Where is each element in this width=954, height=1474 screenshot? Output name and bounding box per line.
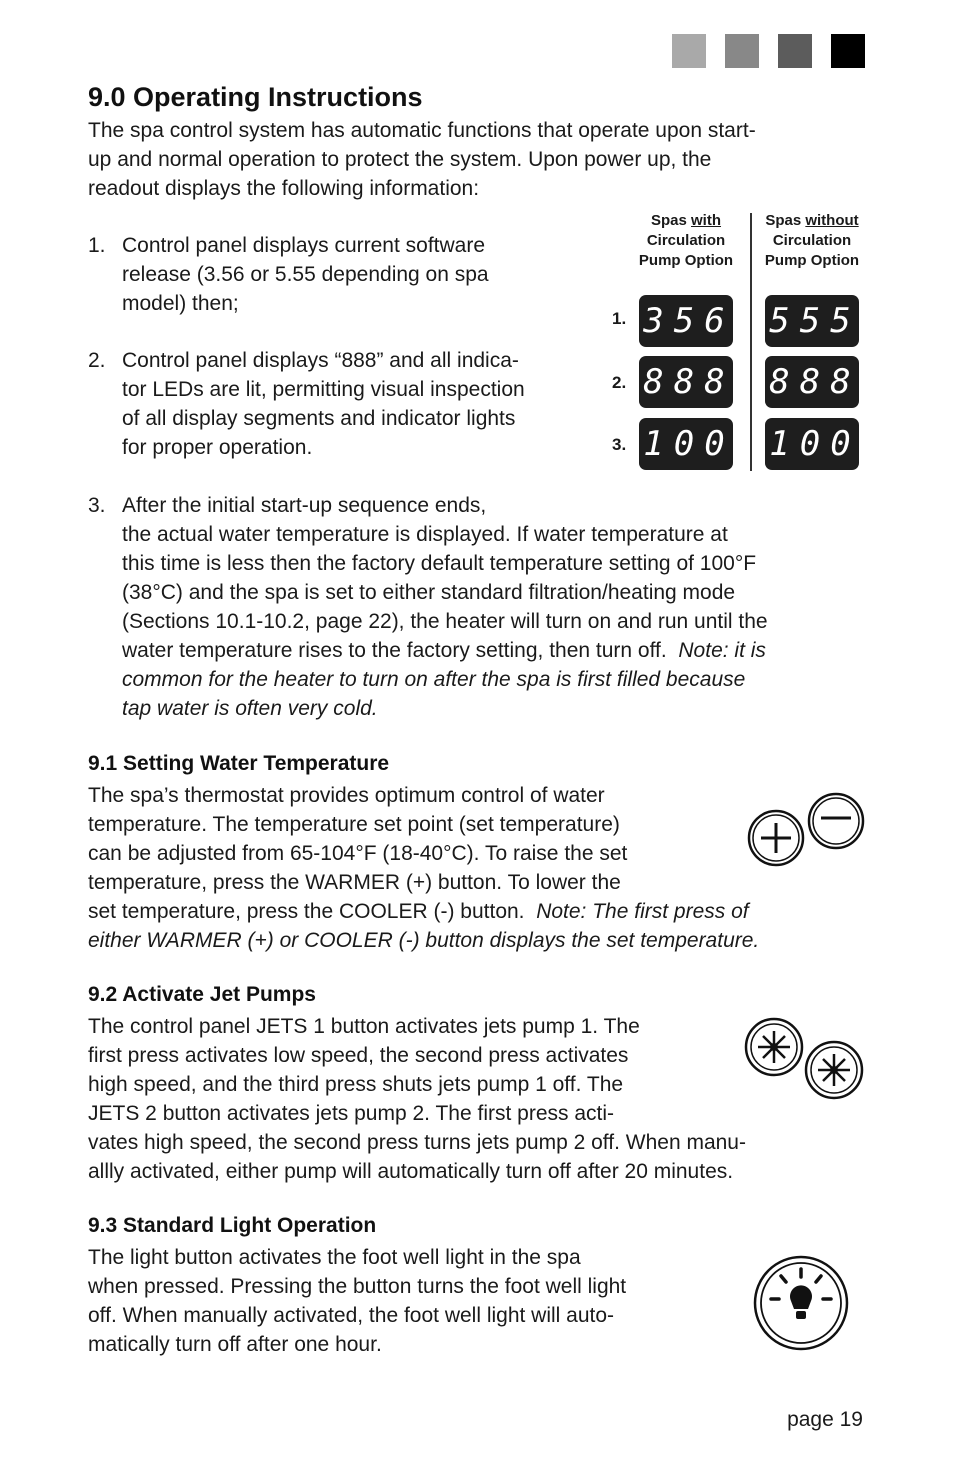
header-text: Pump Option (638, 252, 734, 269)
display-with-2: 888 (639, 356, 733, 408)
section-line: The light button activates the foot well light in the spa (88, 1246, 581, 1269)
list-line: water temperature rises to the factory setting, then turn off. (122, 639, 667, 662)
section-line: set temperature, press the COOLER (-) button. (88, 900, 525, 923)
row-label: 1. (612, 309, 627, 328)
page-number: page 19 (787, 1408, 863, 1431)
intro-line: up and normal operation to protect the system. Upon power up, the (88, 148, 712, 171)
list-number: 1. (88, 234, 106, 257)
section-line: vates high speed, the second press turns jets pump 2 off. When manu- (88, 1131, 746, 1154)
section-line: matically turn off after one hour. (88, 1333, 382, 1356)
temperature-buttons-graphic (744, 790, 868, 872)
row-label: 3. (612, 435, 627, 454)
section-heading-9-3: 9.3 Standard Light Operation (88, 1214, 377, 1237)
section-line: allly activated, either pump will automatically turn off after 20 minutes. (88, 1160, 734, 1183)
note-text: tap water is often very cold. (122, 697, 378, 720)
light-button-icon (752, 1254, 850, 1352)
list-number: 3. (88, 494, 106, 517)
list-line: After the initial start-up sequence ends, (122, 494, 487, 517)
square-2 (725, 34, 759, 68)
header-squares (672, 34, 865, 68)
header-text: Circulation (772, 232, 852, 249)
list-line: Control panel displays current software (122, 234, 486, 257)
list-line: the actual water temperature is displayed. If water temperature at (122, 523, 728, 546)
list-number: 2. (88, 349, 106, 372)
header-underline: without (805, 212, 859, 229)
list-line: this time is less then the factory default temperature setting of 100°F (122, 552, 757, 575)
list-line: tor LEDs are lit, permitting visual inspection (122, 378, 525, 401)
list-line: for proper operation. (122, 436, 313, 459)
row-label: 2. (612, 373, 627, 392)
jets-buttons-graphic (742, 1016, 868, 1102)
display-without-3: 100 (765, 418, 859, 470)
plus-button-icon (749, 811, 803, 865)
section-line: when pressed. Pressing the button turns the foot well light (88, 1275, 627, 1298)
header-text: Circulation (646, 232, 726, 249)
list-line: Control panel displays “888” and all indica- (122, 349, 519, 372)
section-line: The control panel JETS 1 button activates jets pump 1. The (88, 1015, 640, 1038)
intro-paragraph (88, 116, 868, 203)
list-line: release (3.56 or 5.55 depending on spa (122, 263, 489, 286)
display-without-1: 555 (765, 295, 859, 347)
table-header-without (754, 211, 870, 271)
section-heading-9-2: 9.2 Activate Jet Pumps (88, 983, 316, 1006)
minus-button-icon (809, 794, 863, 848)
section-line: temperature. The temperature set point (set temperature) (88, 813, 620, 836)
section-heading-9-1: 9.1 Setting Water Temperature (88, 752, 390, 775)
section-line: high speed, and the third press shuts jets pump 1 off. The (88, 1073, 624, 1096)
note-text: either WARMER (+) or COOLER (-) button displays the set temperature. (88, 929, 760, 952)
header-underline: with (691, 212, 722, 229)
display-with-1: 356 (639, 295, 733, 347)
list-item-2 (88, 346, 588, 462)
list-line: of all display segments and indicator lights (122, 407, 516, 430)
section-line: The spa’s thermostat provides optimum control of water (88, 784, 605, 807)
table-header-with (628, 211, 744, 271)
section-line: off. When manually activated, the foot well light will auto- (88, 1304, 615, 1327)
list-item-1 (88, 231, 588, 318)
header-text: Pump Option (764, 252, 860, 269)
header-text: Spas (765, 212, 806, 229)
intro-line: The spa control system has automatic functions that operate upon start- (88, 119, 756, 142)
section-line: first press activates low speed, the second press activates (88, 1044, 629, 1067)
page-title: 9.0 Operating Instructions (88, 82, 423, 112)
jets-2-icon (806, 1042, 862, 1098)
section-line: JETS 2 button activates jets pump 2. The first press acti- (88, 1102, 615, 1125)
list-line: (Sections 10.1-10.2, page 22), the heater will turn on and run until the (122, 610, 768, 633)
note-text: common for the heater to turn on after the spa is first filled because (122, 668, 746, 691)
section-line: can be adjusted from 65-104°F (18-40°C). To raise the set (88, 842, 628, 865)
display-with-3: 100 (639, 418, 733, 470)
list-line: (38°C) and the spa is set to either standard filtration/heating mode (122, 581, 736, 604)
header-text: Spas (650, 212, 692, 229)
table-divider (750, 213, 752, 471)
note-text: Note: The first press of (536, 900, 749, 923)
display-without-2: 888 (765, 356, 859, 408)
list-item-3 (88, 491, 878, 723)
section-9-3-text (88, 1243, 728, 1359)
square-1 (672, 34, 706, 68)
list-line: model) then; (122, 292, 239, 315)
square-4 (831, 34, 865, 68)
note-text: Note: it is (678, 639, 766, 662)
intro-line: readout displays the following information: (88, 177, 480, 200)
section-line: temperature, press the WARMER (+) button. To lower the (88, 871, 621, 894)
square-3 (778, 34, 812, 68)
jets-1-icon (746, 1019, 802, 1075)
